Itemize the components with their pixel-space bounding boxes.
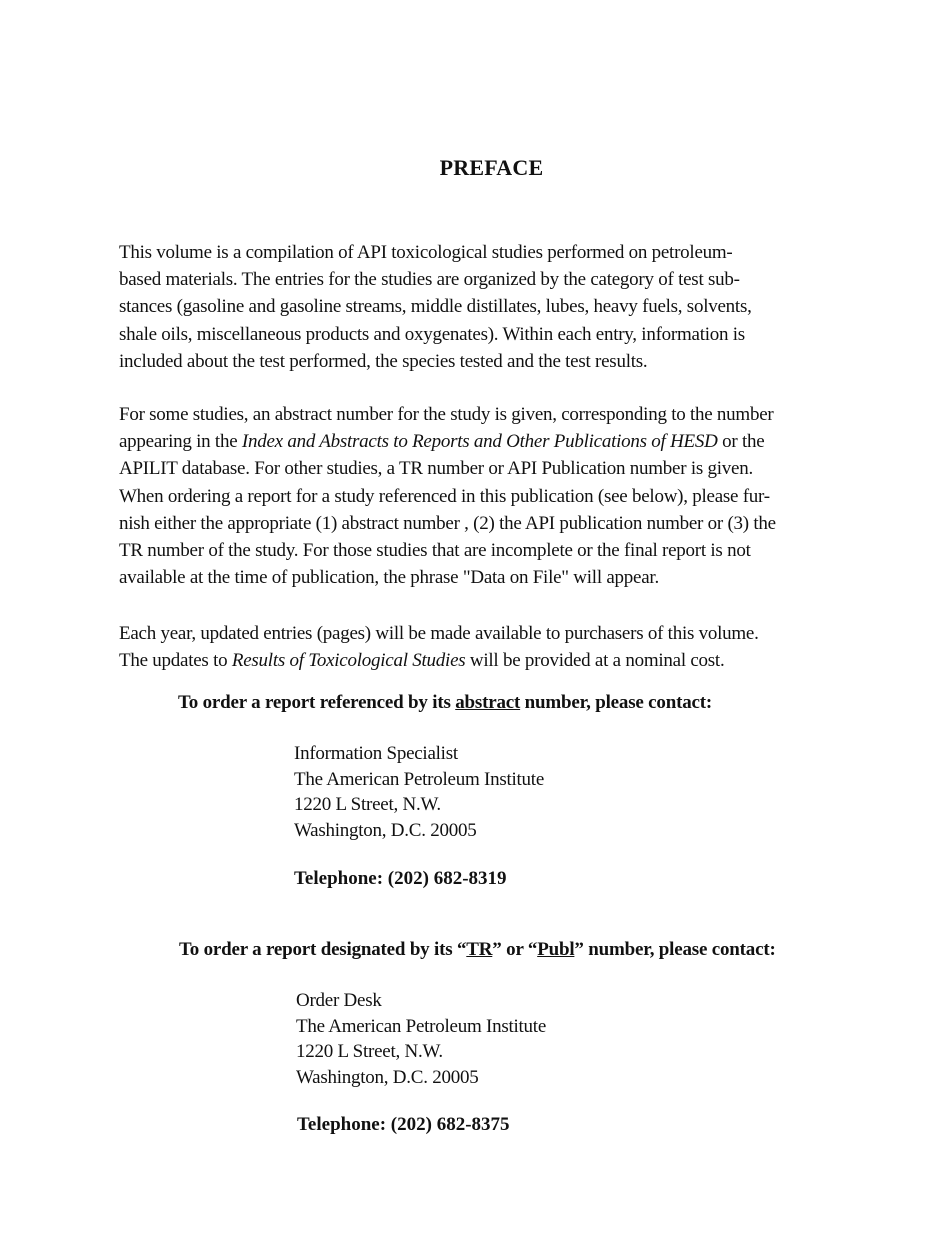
ordering-line-text: appearing in the — [119, 431, 242, 453]
intro-line: This volume is a compilation of API toxicological studies performed on petroleum- — [119, 242, 733, 263]
hesd-index-title: Index and Abstracts to Reports and Other Publications of HESD — [241, 431, 718, 453]
abstract-underlined: abstract — [455, 692, 521, 713]
heading-text: ” number, please contact: — [574, 939, 776, 960]
updates-line — [119, 650, 724, 671]
intro-line: based materials. The entries for the studies are organized by the category of test sub- — [119, 269, 740, 291]
abstract-telephone: Telephone: (202) 682-8319 — [294, 868, 507, 889]
address-line: Information Specialist — [294, 743, 458, 764]
page-title: PREFACE — [439, 155, 544, 180]
heading-text: To order a report referenced by its — [178, 692, 456, 713]
ordering-line-text: or the — [717, 431, 765, 453]
updates-line-text: The updates to — [119, 650, 232, 672]
ordering-line: APILIT database. For other studies, a TR number or API Publication number is given. — [119, 458, 753, 480]
updates-line: Each year, updated entries (pages) will be made available to purchasers of this volume. — [119, 623, 759, 644]
address-line: The American Petroleum Institute — [294, 768, 545, 790]
ordering-line: For some studies, an abstract number for the study is given, corresponding to the number — [119, 404, 774, 425]
ordering-line: TR number of the study. For those studies that are incomplete or the final report is not — [119, 540, 751, 562]
heading-text: To order a report designated by its “ — [179, 939, 467, 960]
ordering-info-paragraph — [119, 401, 867, 591]
publ-underlined: Publ — [537, 939, 575, 960]
results-title: Results of Toxicological Studies — [231, 650, 466, 672]
intro-line: stances (gasoline and gasoline streams, middle distillates, lubes, heavy fuels, solvents, — [119, 296, 752, 318]
heading-text: number, please contact: — [520, 692, 712, 713]
ordering-line — [119, 431, 764, 452]
ordering-line: available at the time of publication, the phrase "Data on File" will appear. — [119, 567, 659, 589]
updates-line-text: will be provided at a nominal cost. — [465, 650, 725, 672]
intro-line: shale oils, miscellaneous products and oxygenates). Within each entry, information is — [119, 323, 745, 345]
order-desk-telephone: Telephone: (202) 682-8375 — [297, 1114, 510, 1135]
ordering-line: When ordering a report for a study referenced in this publication (see below), please fur- — [119, 485, 770, 507]
address-line: Washington, D.C. 20005 — [294, 819, 477, 841]
tr-publ-order-heading — [179, 938, 776, 962]
order-desk-address — [296, 988, 546, 1090]
address-line: 1220 L Street, N.W. — [294, 794, 441, 815]
address-line: Order Desk — [296, 990, 382, 1011]
tr-underlined: TR — [466, 939, 493, 960]
address-line: Washington, D.C. 20005 — [296, 1066, 479, 1088]
address-line: 1220 L Street, N.W. — [296, 1041, 443, 1062]
intro-line: included about the test performed, the species tested and the test results. — [119, 350, 648, 372]
updates-paragraph — [119, 620, 867, 674]
intro-paragraph — [119, 239, 867, 375]
heading-text: ” or “ — [492, 939, 538, 960]
abstract-contact-address — [294, 741, 544, 843]
address-line: The American Petroleum Institute — [296, 1015, 547, 1037]
abstract-order-heading — [178, 691, 712, 715]
ordering-line: nish either the appropriate (1) abstract number , (2) the API publication number or (3) the — [119, 512, 776, 534]
